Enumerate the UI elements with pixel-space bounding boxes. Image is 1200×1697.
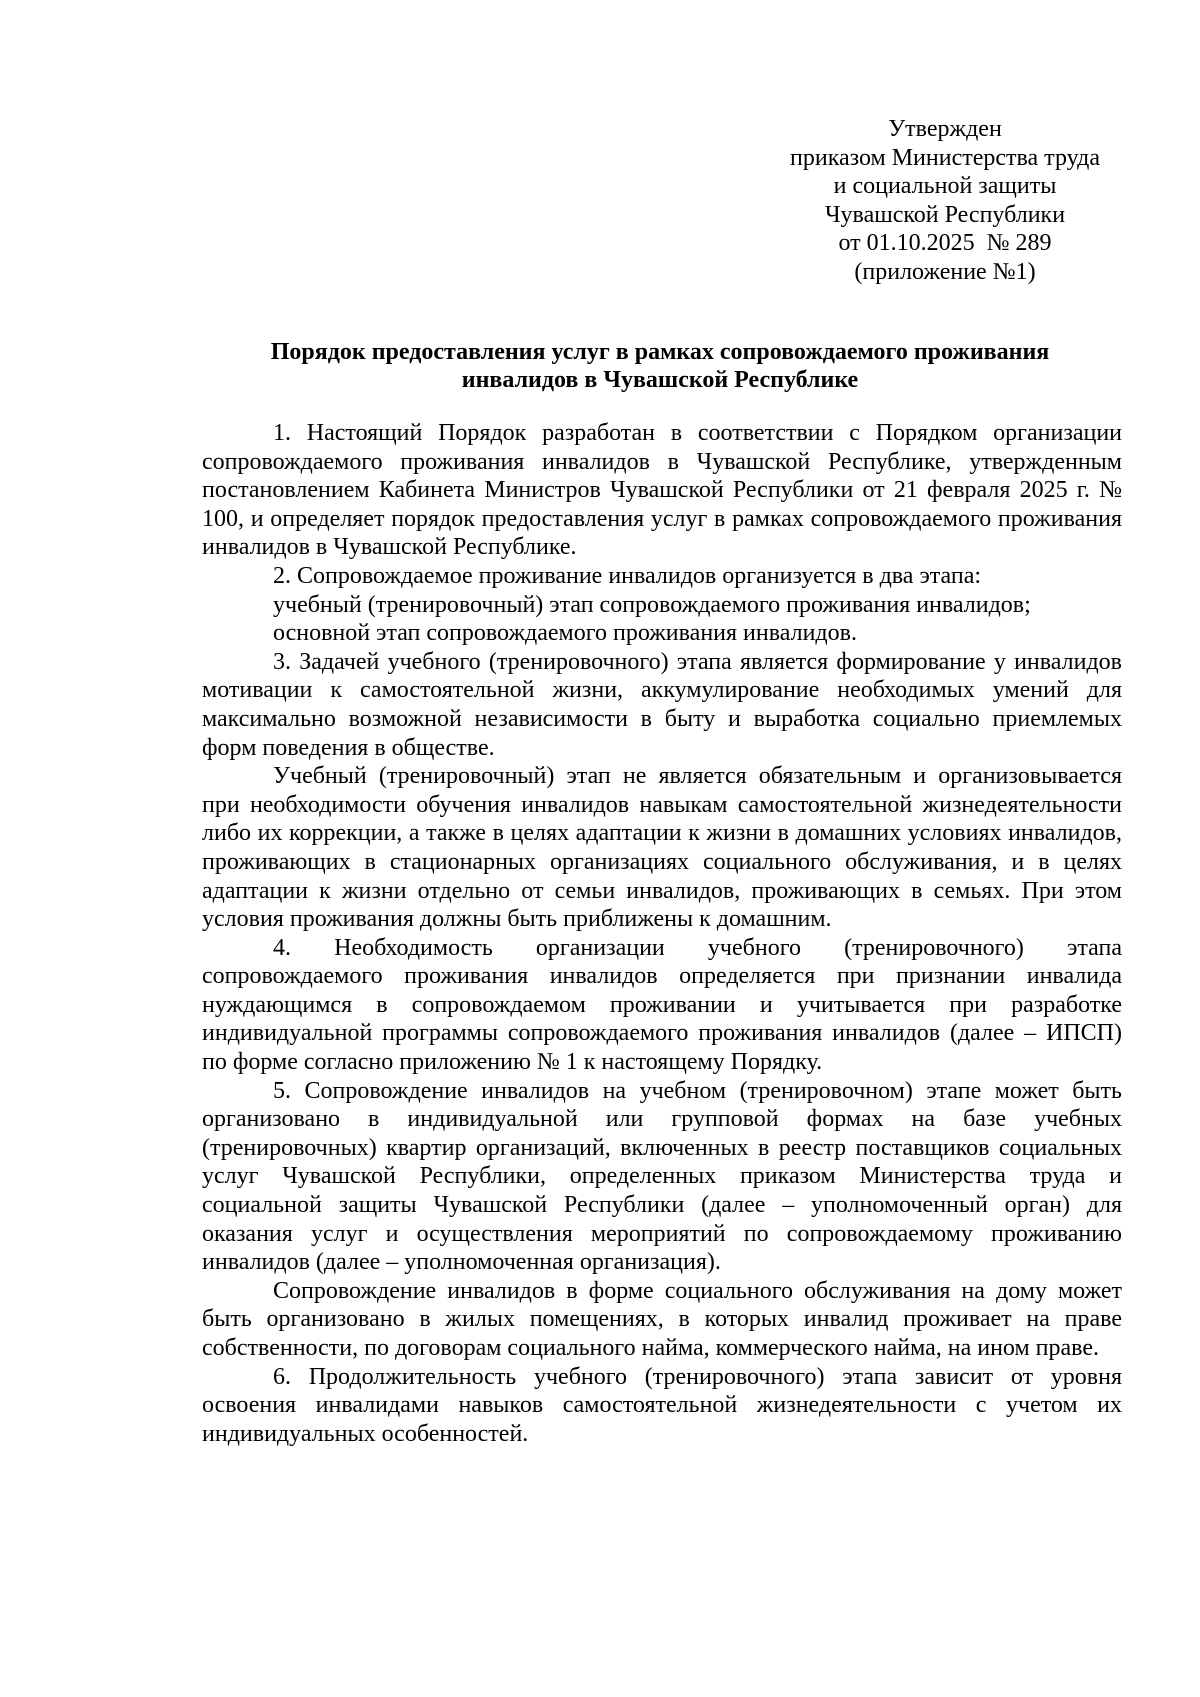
title-line: инвалидов в Чувашской Республике — [461, 367, 859, 393]
approval-line: Утвержден — [888, 116, 1002, 142]
approval-line: приказом Министерства труда — [790, 144, 1100, 171]
paragraph-2-stage-main: основной этап сопровождаемого проживания инвалидов. — [273, 620, 857, 647]
document-body — [202, 419, 1122, 1448]
paragraph-3: 3. Задачей учебного (тренировочного) этапа является формирование у инвалидов мотивации к самостоятельной жизни, аккумулирование необходимых умений для максимально возможной независимости в быту и выработка социально приемлемых форм поведения в обществе. — [202, 648, 1122, 761]
paragraph-2-stage-training: учебный (тренировочный) этап сопровождаемого проживания инвалидов; — [273, 591, 1031, 618]
paragraph-2: 2. Сопровождаемое проживание инвалидов организуется в два этапа: — [273, 562, 982, 589]
paragraph-4: 4. Необходимость организации учебного (тренировочного) этапа сопровождаемого проживания инвалидов определяется при признании инвалида нуждающимся в сопровождаемом проживании и учитывается при разработке индивидуальной программы сопровождаемого проживания инвалидов (далее – ИПСП) по форме согласно приложению № 1 к настоящему Порядку. — [202, 934, 1122, 1076]
approval-line: (приложение №1) — [854, 258, 1036, 285]
title-line: Порядок предоставления услуг в рамках сопровождаемого проживания — [270, 339, 1050, 365]
paragraph-5-continued: Сопровождение инвалидов в форме социального обслуживания на дому может быть организовано в жилых помещениях, в которых инвалид проживает на праве собственности, по договорам социального найма, коммерческого найма, на ином праве. — [202, 1277, 1122, 1361]
approval-line: Чувашской Республики — [824, 201, 1066, 228]
approval-block — [770, 115, 1120, 287]
paragraph-1: 1. Настоящий Порядок разработан в соответствии с Порядком организации сопровождаемого проживания инвалидов в Чувашской Республике, утвержденным постановлением Кабинета Министров Чувашской Республики от 21 февраля 2025 г. № 100, и определяет порядок предоставления услуг в рамках сопровождаемого проживания инвалидов в Чувашской Республике. — [202, 420, 1122, 561]
paragraph-3-continued: Учебный (тренировочный) этап не является обязательным и организовывается при необходимости обучения инвалидов навыкам самостоятельной жизнедеятельности либо их коррекции, а также в целях адаптации к жизни в домашних условиях инвалидов, проживающих в стационарных организациях социального обслуживания, и в целях адаптации к жизни отдельно от семьи инвалидов, проживающих в семьях. При этом условия проживания должны быть приближены к домашним. — [202, 763, 1122, 933]
approval-line: и социальной защиты — [833, 173, 1057, 200]
document-title — [198, 338, 1122, 394]
paragraph-5: 5. Сопровождение инвалидов на учебном (тренировочном) этапе может быть организовано в индивидуальной или групповой формах на базе учебных (тренировочных) квартир организаций, включенных в реестр поставщиков социальных услуг Чувашской Республики, определенных приказом Министерства труда и социальной защиты Чувашской Республики (далее – уполномоченный орган) для оказания услуг и осуществления мероприятий по сопровождаемому проживанию инвалидов (далее – уполномоченная организация). — [202, 1077, 1122, 1276]
paragraph-6: 6. Продолжительность учебного (тренировочного) этапа зависит от уровня освоения инвалидами навыков самостоятельной жизнедеятельности с учетом их индивидуальных особенностей. — [202, 1363, 1122, 1447]
approval-line: от 01.10.2025 № 289 — [838, 230, 1052, 257]
